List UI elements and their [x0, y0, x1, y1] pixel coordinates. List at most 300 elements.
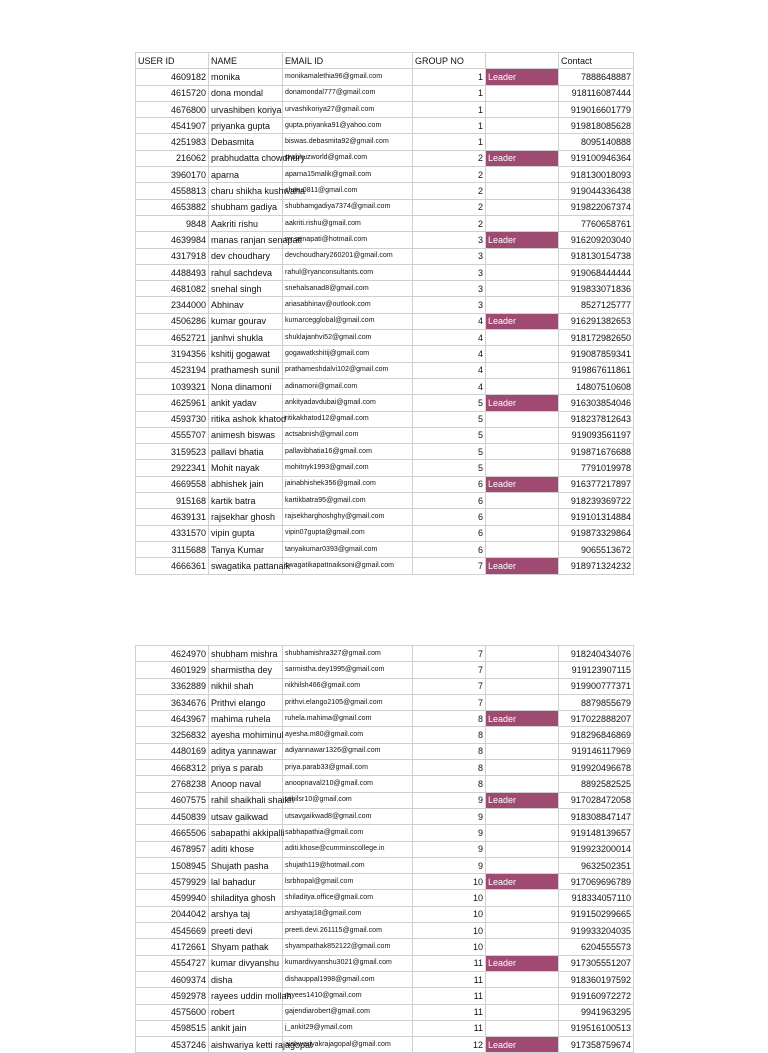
cell-email[interactable]: kumarcegglobal@gmail.com [283, 313, 413, 329]
cell-contact[interactable]: 918240434076 [559, 646, 634, 662]
cell-email[interactable]: sabhapathia@gmail.com [283, 825, 413, 841]
cell-user-id[interactable]: 4666361 [136, 558, 209, 574]
cell-group-no[interactable]: 4 [413, 346, 486, 362]
cell-name[interactable]: snehal singh [209, 281, 283, 297]
cell-contact[interactable]: 918130018093 [559, 167, 634, 183]
cell-contact[interactable]: 916377217897 [559, 476, 634, 492]
header-user-id[interactable]: USER ID [136, 53, 209, 69]
cell-contact[interactable]: 916291382653 [559, 313, 634, 329]
cell-group-no[interactable]: 2 [413, 167, 486, 183]
cell-email[interactable]: swagatikapattnaiksoni@gmail.com [283, 558, 413, 574]
cell-role[interactable] [486, 906, 559, 922]
cell-contact[interactable]: 919101314884 [559, 509, 634, 525]
cell-contact[interactable]: 918237812643 [559, 411, 634, 427]
cell-email[interactable]: snehalsanad8@gmail.com [283, 281, 413, 297]
cell-user-id[interactable]: 4598515 [136, 1020, 209, 1036]
cell-group-no[interactable]: 9 [413, 825, 486, 841]
cell-user-id[interactable]: 4251983 [136, 134, 209, 150]
cell-role[interactable] [486, 444, 559, 460]
cell-name[interactable]: monika [209, 69, 283, 85]
header-name[interactable]: NAME [209, 53, 283, 69]
cell-role[interactable] [486, 678, 559, 694]
cell-role[interactable] [486, 857, 559, 873]
cell-role[interactable] [486, 662, 559, 678]
cell-contact[interactable]: 919818085628 [559, 118, 634, 134]
cell-contact[interactable]: 919923200014 [559, 841, 634, 857]
cell-role[interactable] [486, 694, 559, 710]
cell-user-id[interactable]: 4593730 [136, 411, 209, 427]
cell-role[interactable] [486, 101, 559, 117]
cell-group-no[interactable]: 11 [413, 988, 486, 1004]
cell-user-id[interactable]: 9848 [136, 215, 209, 231]
cell-user-id[interactable]: 2344000 [136, 297, 209, 313]
cell-contact[interactable]: 916303854046 [559, 395, 634, 411]
cell-group-no[interactable]: 10 [413, 874, 486, 890]
cell-user-id[interactable]: 4625961 [136, 395, 209, 411]
cell-role[interactable] [486, 1020, 559, 1036]
cell-email[interactable]: rahilsr10@gmail.com [283, 792, 413, 808]
cell-role[interactable] [486, 134, 559, 150]
cell-contact[interactable]: 919123907115 [559, 662, 634, 678]
cell-group-no[interactable]: 9 [413, 792, 486, 808]
cell-role[interactable] [486, 411, 559, 427]
cell-user-id[interactable]: 4653882 [136, 199, 209, 215]
cell-group-no[interactable]: 11 [413, 1020, 486, 1036]
cell-email[interactable]: lsrbhopal@gmail.com [283, 874, 413, 890]
cell-email[interactable]: actsabnish@gmail.com [283, 427, 413, 443]
cell-group-no[interactable]: 11 [413, 955, 486, 971]
cell-name[interactable]: ayesha mohiminul [209, 727, 283, 743]
cell-role[interactable] [486, 248, 559, 264]
cell-email[interactable]: dishauppal1998@gmail.com [283, 971, 413, 987]
cell-user-id[interactable]: 4639131 [136, 509, 209, 525]
cell-group-no[interactable]: 4 [413, 362, 486, 378]
cell-role[interactable] [486, 346, 559, 362]
cell-name[interactable]: shubham gadiya [209, 199, 283, 215]
cell-contact[interactable]: 917305551207 [559, 955, 634, 971]
cell-name[interactable]: dev choudhary [209, 248, 283, 264]
cell-email[interactable]: ankityadavdubai@gmail.com [283, 395, 413, 411]
cell-contact[interactable]: 14807510608 [559, 378, 634, 394]
cell-contact[interactable]: 919160972272 [559, 988, 634, 1004]
cell-email[interactable]: rajsekharghoshghy@gmail.com [283, 509, 413, 525]
cell-name[interactable]: mahima ruhela [209, 711, 283, 727]
cell-email[interactable]: rahul@ryanconsultants.com [283, 264, 413, 280]
cell-user-id[interactable]: 4665506 [136, 825, 209, 841]
cell-role[interactable] [486, 743, 559, 759]
cell-email[interactable]: prithvi.elango2105@gmail.com [283, 694, 413, 710]
cell-name[interactable]: aishwariya ketti rajagopal [209, 1037, 283, 1053]
cell-group-no[interactable]: 2 [413, 183, 486, 199]
cell-user-id[interactable]: 4681082 [136, 281, 209, 297]
cell-contact[interactable]: 8095140888 [559, 134, 634, 150]
cell-email[interactable]: prabhuzworld@gmail.com [283, 150, 413, 166]
cell-role[interactable] [486, 988, 559, 1004]
cell-contact[interactable]: 917069696789 [559, 874, 634, 890]
cell-name[interactable]: Tanya Kumar [209, 541, 283, 557]
cell-name[interactable]: nikhil shah [209, 678, 283, 694]
cell-user-id[interactable]: 2044042 [136, 906, 209, 922]
cell-group-no[interactable]: 3 [413, 297, 486, 313]
cell-role[interactable] [486, 727, 559, 743]
cell-name[interactable]: shiladitya ghosh [209, 890, 283, 906]
cell-group-no[interactable]: 5 [413, 444, 486, 460]
cell-role[interactable] [486, 971, 559, 987]
cell-name[interactable]: Anoop naval [209, 776, 283, 792]
cell-user-id[interactable]: 3256832 [136, 727, 209, 743]
cell-email[interactable]: arshyataj18@gmail.com [283, 906, 413, 922]
cell-role[interactable] [486, 841, 559, 857]
cell-email[interactable]: urvashikoriya27@gmail.com [283, 101, 413, 117]
cell-name[interactable]: ankit jain [209, 1020, 283, 1036]
cell-name[interactable]: arshya taj [209, 906, 283, 922]
cell-group-no[interactable]: 11 [413, 971, 486, 987]
cell-email[interactable]: utsavgaikwad8@gmail.com [283, 808, 413, 824]
cell-user-id[interactable]: 4537246 [136, 1037, 209, 1053]
cell-role[interactable] [486, 808, 559, 824]
cell-name[interactable]: utsav gaikwad [209, 808, 283, 824]
header-group-no[interactable]: GROUP NO [413, 53, 486, 69]
cell-name[interactable]: abhishek jain [209, 476, 283, 492]
cell-name[interactable]: Aakriti rishu [209, 215, 283, 231]
cell-email[interactable]: kartikbatra95@gmail.com [283, 493, 413, 509]
cell-name[interactable]: kumar divyanshu [209, 955, 283, 971]
cell-name[interactable]: manas ranjan senapati [209, 232, 283, 248]
cell-user-id[interactable]: 4607575 [136, 792, 209, 808]
cell-contact[interactable]: 919867611861 [559, 362, 634, 378]
cell-email[interactable]: devchoudhary260201@gmail.com [283, 248, 413, 264]
cell-contact[interactable]: 918334057110 [559, 890, 634, 906]
cell-name[interactable]: disha [209, 971, 283, 987]
cell-role[interactable] [486, 297, 559, 313]
cell-name[interactable]: Abhinav [209, 297, 283, 313]
cell-name[interactable]: vipin gupta [209, 525, 283, 541]
cell-name[interactable]: animesh biswas [209, 427, 283, 443]
cell-group-no[interactable]: 6 [413, 525, 486, 541]
cell-email[interactable]: ruhela.mahima@gmail.com [283, 711, 413, 727]
cell-contact[interactable]: 918971324232 [559, 558, 634, 574]
cell-role[interactable] [486, 509, 559, 525]
cell-name[interactable]: Shyam pathak [209, 939, 283, 955]
cell-contact[interactable]: 6204555573 [559, 939, 634, 955]
cell-group-no[interactable]: 6 [413, 541, 486, 557]
cell-user-id[interactable]: 3634676 [136, 694, 209, 710]
cell-role[interactable] [486, 215, 559, 231]
header-role[interactable] [486, 53, 559, 69]
cell-email[interactable]: pallavibhatia16@gmail.com [283, 444, 413, 460]
cell-group-no[interactable]: 10 [413, 890, 486, 906]
cell-contact[interactable]: 917022888207 [559, 711, 634, 727]
cell-name[interactable]: preeti devi [209, 923, 283, 939]
cell-contact[interactable]: 919150299665 [559, 906, 634, 922]
cell-email[interactable]: rayees1410@gmail.com [283, 988, 413, 1004]
cell-group-no[interactable]: 8 [413, 711, 486, 727]
cell-contact[interactable]: 8879855679 [559, 694, 634, 710]
cell-name[interactable]: rahil shaikhali shaikh [209, 792, 283, 808]
cell-contact[interactable]: 7760658761 [559, 215, 634, 231]
cell-contact[interactable]: 919093561197 [559, 427, 634, 443]
cell-email[interactable]: prathameshdalvi102@gmail.com [283, 362, 413, 378]
cell-group-no[interactable]: 4 [413, 378, 486, 394]
cell-role[interactable] [486, 199, 559, 215]
cell-name[interactable]: priya s parab [209, 760, 283, 776]
cell-role[interactable] [486, 330, 559, 346]
cell-email[interactable]: mohitnyk1993@gmail.com [283, 460, 413, 476]
cell-role[interactable]: Leader [486, 874, 559, 890]
cell-user-id[interactable]: 1508945 [136, 857, 209, 873]
cell-user-id[interactable]: 4506286 [136, 313, 209, 329]
cell-group-no[interactable]: 7 [413, 558, 486, 574]
cell-email[interactable]: shyampathak852122@gmail.com [283, 939, 413, 955]
cell-email[interactable]: ariasabhinav@outlook.com [283, 297, 413, 313]
cell-role[interactable] [486, 939, 559, 955]
cell-name[interactable]: swagatika pattanaik [209, 558, 283, 574]
cell-name[interactable]: sharmistha dey [209, 662, 283, 678]
cell-group-no[interactable]: 4 [413, 330, 486, 346]
cell-user-id[interactable]: 4450839 [136, 808, 209, 824]
cell-contact[interactable]: 9632502351 [559, 857, 634, 873]
cell-role[interactable] [486, 890, 559, 906]
cell-contact[interactable]: 917028472058 [559, 792, 634, 808]
cell-group-no[interactable]: 3 [413, 264, 486, 280]
cell-email[interactable]: monikamalethia96@gmail.com [283, 69, 413, 85]
cell-email[interactable]: adinamoni@gmail.com [283, 378, 413, 394]
header-contact[interactable]: Contact [559, 53, 634, 69]
cell-group-no[interactable]: 1 [413, 134, 486, 150]
cell-role[interactable]: Leader [486, 711, 559, 727]
cell-role[interactable]: Leader [486, 955, 559, 971]
cell-role[interactable]: Leader [486, 558, 559, 574]
cell-email[interactable]: aishwariyakrajagopal@gmail.com [283, 1037, 413, 1053]
cell-role[interactable] [486, 646, 559, 662]
cell-name[interactable]: prathamesh sunil [209, 362, 283, 378]
cell-user-id[interactable]: 3115688 [136, 541, 209, 557]
cell-email[interactable]: gajendiarobert@gmail.com [283, 1004, 413, 1020]
cell-name[interactable]: ritika ashok khatod [209, 411, 283, 427]
cell-email[interactable]: charu0811@gmail.com [283, 183, 413, 199]
cell-role[interactable] [486, 1004, 559, 1020]
cell-user-id[interactable]: 4669558 [136, 476, 209, 492]
cell-role[interactable] [486, 460, 559, 476]
cell-group-no[interactable]: 1 [413, 85, 486, 101]
cell-group-no[interactable]: 3 [413, 248, 486, 264]
cell-group-no[interactable]: 7 [413, 646, 486, 662]
cell-group-no[interactable]: 2 [413, 215, 486, 231]
cell-group-no[interactable]: 4 [413, 313, 486, 329]
cell-email[interactable]: preeti.devi.261115@gmail.com [283, 923, 413, 939]
cell-group-no[interactable]: 5 [413, 460, 486, 476]
cell-contact[interactable]: 918308847147 [559, 808, 634, 824]
cell-role[interactable] [486, 923, 559, 939]
cell-role[interactable] [486, 541, 559, 557]
cell-email[interactable]: shubhamishra327@gmail.com [283, 646, 413, 662]
cell-user-id[interactable]: 4609374 [136, 971, 209, 987]
cell-contact[interactable]: 919516100513 [559, 1020, 634, 1036]
cell-contact[interactable]: 918360197592 [559, 971, 634, 987]
cell-contact[interactable]: 8527125777 [559, 297, 634, 313]
cell-contact[interactable]: 919920496678 [559, 760, 634, 776]
cell-user-id[interactable]: 4575600 [136, 1004, 209, 1020]
cell-name[interactable]: lal bahadur [209, 874, 283, 890]
cell-user-id[interactable]: 4678957 [136, 841, 209, 857]
cell-group-no[interactable]: 10 [413, 923, 486, 939]
cell-user-id[interactable]: 4558813 [136, 183, 209, 199]
cell-user-id[interactable]: 216062 [136, 150, 209, 166]
cell-group-no[interactable]: 1 [413, 118, 486, 134]
cell-user-id[interactable]: 4599940 [136, 890, 209, 906]
cell-name[interactable]: ankit yadav [209, 395, 283, 411]
cell-role[interactable] [486, 281, 559, 297]
cell-contact[interactable]: 919873329864 [559, 525, 634, 541]
cell-group-no[interactable]: 1 [413, 101, 486, 117]
cell-group-no[interactable]: 6 [413, 509, 486, 525]
cell-email[interactable]: ayesha.m80@gmail.com [283, 727, 413, 743]
cell-group-no[interactable]: 2 [413, 150, 486, 166]
cell-name[interactable]: kartik batra [209, 493, 283, 509]
cell-email[interactable]: gogawatkshitij@gmail.com [283, 346, 413, 362]
cell-user-id[interactable]: 3194356 [136, 346, 209, 362]
cell-contact[interactable]: 918116087444 [559, 85, 634, 101]
cell-contact[interactable]: 7888648887 [559, 69, 634, 85]
cell-group-no[interactable]: 7 [413, 662, 486, 678]
cell-name[interactable]: urvashiben koriya [209, 101, 283, 117]
cell-contact[interactable]: 918296846869 [559, 727, 634, 743]
cell-user-id[interactable]: 4639984 [136, 232, 209, 248]
cell-email[interactable]: nikhilsh466@gmail.com [283, 678, 413, 694]
cell-group-no[interactable]: 7 [413, 678, 486, 694]
cell-contact[interactable]: 916209203040 [559, 232, 634, 248]
cell-user-id[interactable]: 4668312 [136, 760, 209, 776]
cell-role[interactable] [486, 525, 559, 541]
cell-name[interactable]: aditya yannawar [209, 743, 283, 759]
cell-name[interactable]: pallavi bhatia [209, 444, 283, 460]
cell-group-no[interactable]: 5 [413, 411, 486, 427]
cell-name[interactable]: kshitij gogawat [209, 346, 283, 362]
cell-user-id[interactable]: 4541907 [136, 118, 209, 134]
cell-role[interactable] [486, 427, 559, 443]
cell-user-id[interactable]: 4554727 [136, 955, 209, 971]
cell-user-id[interactable]: 2922341 [136, 460, 209, 476]
cell-group-no[interactable]: 3 [413, 232, 486, 248]
cell-group-no[interactable]: 2 [413, 199, 486, 215]
cell-contact[interactable]: 919933204035 [559, 923, 634, 939]
cell-role[interactable]: Leader [486, 395, 559, 411]
cell-user-id[interactable]: 4480169 [136, 743, 209, 759]
cell-email[interactable]: shubhamgadiya7374@gmail.com [283, 199, 413, 215]
cell-group-no[interactable]: 1 [413, 69, 486, 85]
cell-user-id[interactable]: 4545669 [136, 923, 209, 939]
cell-contact[interactable]: 9065513672 [559, 541, 634, 557]
cell-email[interactable]: vipin07gupta@gmail.com [283, 525, 413, 541]
cell-name[interactable]: janhvi shukla [209, 330, 283, 346]
cell-name[interactable]: Shujath pasha [209, 857, 283, 873]
cell-name[interactable]: dona mondal [209, 85, 283, 101]
cell-email[interactable]: ritikakhatod12@gmail.com [283, 411, 413, 427]
cell-email[interactable]: gupta.priyanka91@yahoo.com [283, 118, 413, 134]
cell-email[interactable]: mr.senapati@hotmail.com [283, 232, 413, 248]
cell-user-id[interactable]: 3960170 [136, 167, 209, 183]
cell-user-id[interactable]: 4643967 [136, 711, 209, 727]
cell-user-id[interactable]: 3362889 [136, 678, 209, 694]
cell-name[interactable]: prabhudatta chowdhury [209, 150, 283, 166]
cell-name[interactable]: charu shikha kushwaha [209, 183, 283, 199]
cell-group-no[interactable]: 10 [413, 939, 486, 955]
cell-contact[interactable]: 919100946364 [559, 150, 634, 166]
cell-name[interactable]: aparna [209, 167, 283, 183]
cell-role[interactable]: Leader [486, 792, 559, 808]
cell-role[interactable] [486, 760, 559, 776]
cell-user-id[interactable]: 4523194 [136, 362, 209, 378]
cell-email[interactable]: shuklajanhvi52@gmail.com [283, 330, 413, 346]
cell-group-no[interactable]: 3 [413, 281, 486, 297]
cell-contact[interactable]: 919044336438 [559, 183, 634, 199]
cell-email[interactable]: aakriti.rishu@gmail.com [283, 215, 413, 231]
cell-role[interactable] [486, 493, 559, 509]
cell-email[interactable]: priya.parab33@gmail.com [283, 760, 413, 776]
cell-group-no[interactable]: 6 [413, 476, 486, 492]
cell-name[interactable]: priyanka gupta [209, 118, 283, 134]
cell-role[interactable] [486, 362, 559, 378]
cell-name[interactable]: rahul sachdeva [209, 264, 283, 280]
cell-contact[interactable]: 919087859341 [559, 346, 634, 362]
cell-contact[interactable]: 919822067374 [559, 199, 634, 215]
cell-email[interactable]: shujath119@hotmail.com [283, 857, 413, 873]
cell-contact[interactable]: 919833071836 [559, 281, 634, 297]
cell-contact[interactable]: 917358759674 [559, 1037, 634, 1053]
cell-contact[interactable]: 8892582525 [559, 776, 634, 792]
cell-name[interactable]: Nona dinamoni [209, 378, 283, 394]
cell-user-id[interactable]: 4488493 [136, 264, 209, 280]
cell-user-id[interactable]: 4317918 [136, 248, 209, 264]
cell-group-no[interactable]: 10 [413, 906, 486, 922]
cell-name[interactable]: rayees uddin mollah [209, 988, 283, 1004]
cell-group-no[interactable]: 6 [413, 493, 486, 509]
cell-email[interactable]: donamondal777@gmail.com [283, 85, 413, 101]
cell-contact[interactable]: 919068444444 [559, 264, 634, 280]
header-email-id[interactable]: EMAIL ID [283, 53, 413, 69]
cell-group-no[interactable]: 8 [413, 743, 486, 759]
cell-user-id[interactable]: 4676800 [136, 101, 209, 117]
cell-role[interactable]: Leader [486, 476, 559, 492]
cell-contact[interactable]: 919148139657 [559, 825, 634, 841]
cell-email[interactable]: sarmistha.dey1995@gmail.com [283, 662, 413, 678]
cell-email[interactable]: aditi.khose@cumminscollege.in [283, 841, 413, 857]
cell-name[interactable]: Mohit nayak [209, 460, 283, 476]
cell-contact[interactable]: 7791019978 [559, 460, 634, 476]
cell-group-no[interactable]: 5 [413, 395, 486, 411]
cell-group-no[interactable]: 8 [413, 776, 486, 792]
cell-contact[interactable]: 919900777371 [559, 678, 634, 694]
cell-role[interactable] [486, 118, 559, 134]
cell-user-id[interactable]: 915168 [136, 493, 209, 509]
cell-name[interactable]: Debasmita [209, 134, 283, 150]
cell-name[interactable]: robert [209, 1004, 283, 1020]
cell-group-no[interactable]: 8 [413, 727, 486, 743]
cell-user-id[interactable]: 3159523 [136, 444, 209, 460]
cell-role[interactable] [486, 167, 559, 183]
cell-name[interactable]: rajsekhar ghosh [209, 509, 283, 525]
cell-role[interactable] [486, 264, 559, 280]
cell-user-id[interactable]: 1039321 [136, 378, 209, 394]
cell-user-id[interactable]: 4555707 [136, 427, 209, 443]
cell-user-id[interactable]: 4609182 [136, 69, 209, 85]
cell-role[interactable] [486, 85, 559, 101]
cell-email[interactable]: kumardivyanshu3021@gmail.com [283, 955, 413, 971]
cell-role[interactable] [486, 825, 559, 841]
cell-user-id[interactable]: 4601929 [136, 662, 209, 678]
cell-user-id[interactable]: 4579929 [136, 874, 209, 890]
cell-contact[interactable]: 918130154738 [559, 248, 634, 264]
